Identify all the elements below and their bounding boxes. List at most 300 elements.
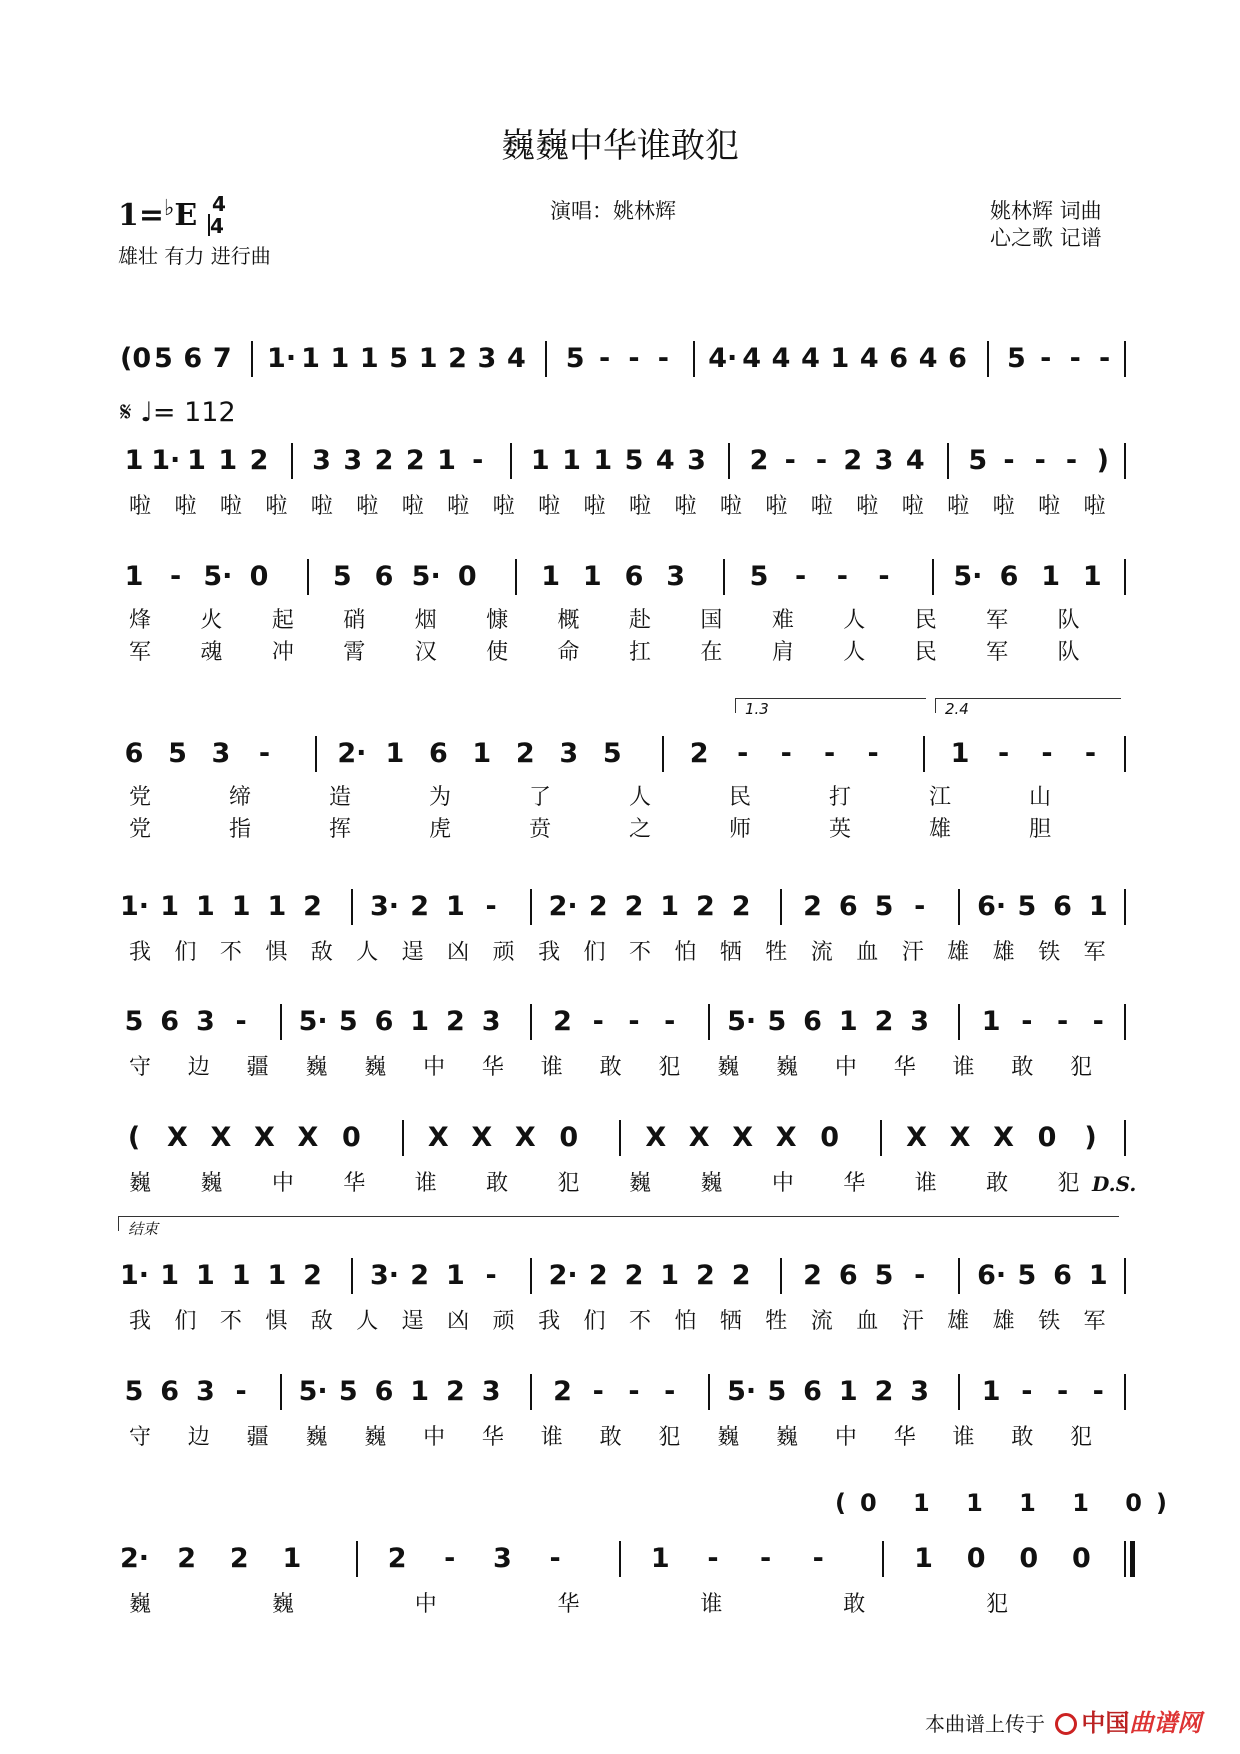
jianpu-note: 4	[771, 343, 791, 374]
bar-line	[530, 1004, 532, 1040]
lyric-char: 军	[1083, 1309, 1106, 1334]
bar-line	[923, 736, 925, 772]
jianpu-note: 3·	[370, 1260, 400, 1291]
jianpu-note: 6	[374, 1376, 394, 1407]
jianpu-note: 2	[689, 738, 709, 769]
jianpu-note: 5·	[411, 561, 441, 592]
jianpu-note: 2	[731, 891, 751, 922]
lyric-char: 们	[583, 1309, 606, 1334]
jianpu-note: 1	[231, 891, 251, 922]
bar-line	[728, 443, 730, 479]
lyric-verse2-char: 魂	[200, 640, 223, 665]
lyric-verse1-char: 了	[528, 785, 551, 810]
jianpu-note: 4	[859, 343, 879, 374]
site-name-cn: 中国	[1081, 1709, 1130, 1737]
jianpu-note: -	[444, 1543, 456, 1574]
jianpu-note: -	[1065, 445, 1078, 476]
jianpu-note: -	[592, 1376, 604, 1407]
jianpu-note: 0	[1037, 1122, 1057, 1153]
bar-line-end	[1124, 559, 1126, 595]
jianpu-note: -	[759, 1543, 772, 1574]
jianpu-note: -	[1034, 445, 1046, 476]
lyric-char: 啦	[628, 494, 651, 519]
lyric-verse2-char: 贲	[528, 817, 551, 842]
jianpu-note: 1	[301, 343, 320, 374]
lyric-char: 军	[1083, 940, 1106, 965]
lyric-verse1-char: 赴	[628, 608, 651, 633]
lyric-char: 啦	[447, 494, 470, 519]
lyric-verse2-char: 命	[557, 640, 580, 665]
jianpu-note: -	[1056, 1376, 1069, 1407]
lyric-char: 华	[843, 1171, 866, 1196]
bar-line	[958, 1258, 960, 1294]
jianpu-note: 2	[410, 891, 430, 922]
lyric-verse1-char: 党	[128, 785, 151, 810]
footer	[925, 1703, 1201, 1738]
lyric-verse1-char: 火	[200, 608, 223, 633]
jianpu-note: X	[210, 1122, 232, 1153]
jianpu-note: 6	[1053, 1260, 1072, 1291]
bar-line	[708, 1374, 710, 1410]
lyric-char: 犯	[658, 1425, 681, 1450]
lyric-char: 犯	[1070, 1425, 1093, 1450]
jianpu-note: 1	[124, 561, 144, 592]
jianpu-note: 2·	[120, 1543, 150, 1574]
lyric-char: 中	[771, 1171, 794, 1196]
lyric-char: 我	[538, 940, 561, 965]
jianpu-note: 0	[341, 1122, 361, 1153]
jianpu-note: 3	[343, 445, 363, 476]
bar-line	[958, 1004, 960, 1040]
bar-line	[662, 736, 664, 772]
jianpu-note: 1	[650, 1543, 670, 1574]
lyric-char: 华	[893, 1425, 916, 1450]
jianpu-note: 4	[905, 445, 925, 476]
jianpu-note: -	[784, 445, 796, 476]
lyric-char: 牲	[765, 1309, 788, 1334]
lyric-char: 犯	[986, 1592, 1009, 1617]
bar-line	[530, 1374, 532, 1410]
jianpu-note: -	[812, 1543, 824, 1574]
lyric-char: 流	[810, 940, 833, 965]
jianpu-note: 1	[187, 445, 206, 476]
jianpu-note: -	[824, 738, 836, 769]
jianpu-note: 2	[803, 1260, 822, 1291]
lyric-char: 顽	[492, 1309, 515, 1334]
jianpu-note: 3	[481, 1006, 501, 1037]
jianpu-note: 2	[387, 1543, 407, 1574]
lyric-verse2-char: 师	[728, 817, 751, 842]
jianpu-note: 2	[303, 891, 322, 922]
jianpu-note: X	[167, 1122, 188, 1153]
jianpu-note: -	[707, 1543, 719, 1574]
jianpu-note: -	[472, 445, 484, 476]
lyric-char: 华	[481, 1055, 504, 1080]
jianpu-note: 1	[838, 1376, 858, 1407]
jianpu-note: X	[775, 1122, 797, 1153]
lyric-char: 华	[893, 1055, 916, 1080]
lyric-verse2-char: 肩	[771, 640, 794, 665]
lyric-verse1-char: 山	[1028, 785, 1051, 810]
jianpu-note: 1	[660, 891, 680, 922]
lyric-char: 雄	[992, 1309, 1015, 1334]
jianpu-note: 1·	[151, 445, 181, 476]
bar-line	[932, 559, 934, 595]
jianpu-note: 5	[154, 343, 173, 374]
jianpu-note: -	[815, 445, 828, 476]
lyric-char: 啦	[492, 494, 515, 519]
lyric-verse2-char: 军	[128, 640, 151, 665]
lyric-char: 人	[356, 940, 379, 965]
jianpu-note: 0	[1071, 1543, 1091, 1574]
jianpu-note: (0	[120, 343, 152, 374]
jianpu-note: -	[549, 1543, 561, 1574]
lyric-char: 敢	[843, 1592, 866, 1617]
lyric-verse1-char: 硝	[343, 608, 366, 633]
lyric-char: 血	[856, 1309, 879, 1334]
jianpu-note: 5	[338, 1006, 358, 1037]
lyric-char: 我	[128, 940, 151, 965]
lyric-char: 我	[538, 1309, 561, 1334]
lyric-char: 啦	[719, 494, 742, 519]
jianpu-note: 4	[742, 343, 762, 374]
jianpu-note: 2	[177, 1543, 197, 1574]
bar-line	[515, 559, 517, 595]
jianpu-note: 2	[749, 445, 769, 476]
jianpu-note: 2	[696, 891, 715, 922]
segno-tempo-mark: 𝄋 ♩= 112	[120, 397, 236, 428]
jianpu-note: X	[732, 1122, 754, 1153]
jianpu-note: X	[427, 1122, 449, 1153]
lyric-char: 牲	[765, 940, 788, 965]
lyric-char: 啦	[538, 494, 561, 519]
jianpu-note: -	[1040, 343, 1052, 374]
lyric-char: 们	[174, 1309, 197, 1334]
jianpu-note: 1	[562, 445, 581, 476]
jianpu-note: 3·	[370, 891, 400, 922]
lyric-verse1-char: 民	[914, 608, 937, 633]
jianpu-note: 1	[593, 445, 613, 476]
jianpu-note: 2	[446, 1006, 465, 1037]
jianpu-note: 0	[249, 561, 269, 592]
lyric-char: 啦	[992, 494, 1015, 519]
lyric-verse1-char: 烟	[414, 608, 437, 633]
bar-line	[880, 1120, 882, 1156]
jianpu-note: 5·	[953, 561, 983, 592]
lyric-char: 啦	[310, 494, 333, 519]
lyric-char: 牺	[719, 1309, 742, 1334]
lyric-verse2-char: 挥	[328, 817, 351, 842]
jianpu-note: X	[297, 1122, 319, 1153]
jianpu-note: 3	[687, 445, 706, 476]
jianpu-note: 1	[282, 1543, 302, 1574]
lyric-char: 啦	[128, 494, 151, 519]
lyric-verse1-char: 人	[628, 785, 651, 810]
jianpu-note: 2	[874, 1006, 894, 1037]
lyric-char: 我	[128, 1309, 151, 1334]
lyric-char: 啦	[765, 494, 788, 519]
lyric-verse2-char: 虎	[428, 817, 451, 842]
lyric-char: 巍	[700, 1171, 723, 1196]
lyric-char: 血	[856, 940, 879, 965]
lyric-char: 巍	[776, 1055, 799, 1080]
lyric-verse1-char: 打	[828, 785, 851, 810]
lyric-char: 敢	[599, 1055, 622, 1080]
jianpu-note: 0	[966, 1543, 986, 1574]
jianpu-note: 2	[588, 1260, 608, 1291]
lyric-char: 逞	[401, 940, 424, 965]
bar-line-end	[1124, 1258, 1126, 1294]
jianpu-note: 1	[196, 1260, 215, 1291]
lyric-verse2-char: 冲	[271, 640, 294, 665]
bar-line	[280, 1004, 282, 1040]
lyric-char: 们	[174, 940, 197, 965]
jianpu-note: 1	[1082, 561, 1102, 592]
lyric-char: 谁	[540, 1425, 563, 1450]
bar-line	[708, 1004, 710, 1040]
jianpu-note: 6	[624, 561, 644, 592]
jianpu-note: 6	[160, 1376, 180, 1407]
jianpu-note: 1	[446, 1260, 465, 1291]
jianpu-note: 3	[910, 1006, 930, 1037]
jianpu-note: -	[1069, 343, 1081, 374]
bar-line	[315, 736, 317, 772]
jianpu-note: 1	[437, 445, 456, 476]
bar-line	[545, 341, 547, 377]
lyric-char: 犯	[1057, 1171, 1080, 1196]
bar-line	[693, 341, 695, 377]
lyric-char: 敢	[1011, 1055, 1034, 1080]
jianpu-note: -	[836, 561, 848, 592]
lyric-char: 敌	[310, 940, 333, 965]
lyric-verse2-char: 队	[1057, 640, 1080, 665]
lyric-verse1-char: 慷	[486, 608, 509, 633]
bar-line	[958, 1374, 960, 1410]
lyric-char: 啦	[674, 494, 697, 519]
lyric-char: 啦	[265, 494, 288, 519]
lyric-char: 啦	[901, 494, 924, 519]
jianpu-note: 5·	[727, 1006, 757, 1037]
lyric-char: 敢	[486, 1171, 509, 1196]
jianpu-note: 5·	[727, 1376, 757, 1407]
bar-line-end	[1124, 1541, 1126, 1577]
jianpu-note: 3	[559, 738, 579, 769]
lyric-char: 巍	[305, 1055, 328, 1080]
jianpu-note: 1	[410, 1006, 430, 1037]
bar-line-end	[1124, 736, 1126, 772]
jianpu-note: 6·	[977, 891, 1007, 922]
jianpu-note: -	[878, 561, 890, 592]
jianpu-note: 6	[374, 561, 394, 592]
jianpu-note: -	[914, 1260, 926, 1291]
lyric-char: 逞	[401, 1309, 424, 1334]
jianpu-note: 3	[312, 445, 331, 476]
jianpu-note: 5	[565, 343, 585, 374]
lyric-char: 敢	[599, 1425, 622, 1450]
lyric-verse1-char: 民	[728, 785, 751, 810]
lyric-char: 中	[834, 1425, 857, 1450]
jianpu-note: 2	[448, 343, 467, 374]
lyric-char: 犯	[557, 1171, 580, 1196]
lyric-char: 巍	[305, 1425, 328, 1450]
ending-label: 结束	[128, 1220, 159, 1238]
jianpu-note: 1	[660, 1260, 680, 1291]
jianpu-note: 6	[889, 343, 909, 374]
lyric-char: 牺	[719, 940, 742, 965]
jianpu-note: -	[664, 1376, 676, 1407]
jianpu-note: 1	[1041, 561, 1061, 592]
jianpu-note: 2·	[548, 1260, 578, 1291]
jianpu-note: 2	[553, 1006, 572, 1037]
jianpu-note: 5	[749, 561, 769, 592]
jianpu-note: 6	[1053, 891, 1072, 922]
jianpu-note: 2	[249, 445, 269, 476]
jianpu-note: 4	[655, 445, 675, 476]
jianpu-note: 1	[472, 738, 492, 769]
lyric-verse1-char: 江	[928, 785, 951, 810]
lyric-verse2-char: 扛	[628, 640, 651, 665]
lyric-char: 雄	[947, 940, 970, 965]
jianpu-note: 6	[803, 1376, 822, 1407]
jianpu-note: 1	[418, 343, 438, 374]
lyric-char: 啦	[856, 494, 879, 519]
jianpu-note: 5	[338, 1376, 358, 1407]
lyric-verse1-char: 造	[328, 785, 351, 810]
jianpu-note: X	[254, 1122, 275, 1153]
jianpu-note: (	[127, 1122, 141, 1153]
jianpu-note: 1	[330, 343, 350, 374]
jianpu-note: 2	[303, 1260, 322, 1291]
bar-line	[619, 1120, 621, 1156]
lyric-char: 华	[557, 1592, 580, 1617]
lyric-char: 华	[481, 1425, 504, 1450]
jianpu-note: -	[1056, 1006, 1069, 1037]
jianpu-note: )	[1084, 1122, 1097, 1153]
jianpu-note: -	[914, 891, 926, 922]
lyric-char: 雄	[947, 1309, 970, 1334]
jianpu-note: -	[1003, 445, 1015, 476]
bar-line	[780, 889, 782, 925]
jianpu-note: 6	[124, 738, 144, 769]
jianpu-note: 1	[830, 343, 850, 374]
lyric-verse1-char: 烽	[128, 608, 151, 633]
lyric-char: 不	[219, 940, 242, 965]
lyric-verse2-char: 军	[986, 640, 1009, 665]
lyric-char: 谁	[952, 1425, 975, 1450]
jianpu-note: -	[258, 738, 271, 769]
key-signature: 1=♭E	[118, 195, 198, 233]
lyric-verse2-char: 使	[486, 640, 509, 665]
jianpu-note: 6	[160, 1006, 180, 1037]
jianpu-note: 5	[767, 1376, 787, 1407]
lyric-char: 中	[414, 1592, 437, 1617]
bar-line	[251, 341, 253, 377]
lyric-char: 华	[343, 1171, 366, 1196]
jianpu-note: -	[664, 1006, 676, 1037]
lyric-char: 巍	[128, 1592, 151, 1617]
bar-line	[280, 1374, 282, 1410]
jianpu-note: 2	[553, 1376, 572, 1407]
lyric-char: 啦	[583, 494, 606, 519]
volta-bracket-1	[735, 698, 926, 713]
jianpu-note: 6	[948, 343, 967, 374]
singer-credit: 演唱：姚林辉	[550, 199, 676, 223]
jianpu-note: 3	[910, 1376, 930, 1407]
jianpu-note: 7	[212, 343, 232, 374]
jianpu-note: 2	[405, 445, 425, 476]
score-title: 巍巍中华谁敢犯	[501, 126, 739, 166]
jianpu-note: -	[170, 561, 182, 592]
jianpu-note: -	[628, 1006, 640, 1037]
jianpu-note: 2	[803, 891, 822, 922]
jianpu-note: 2	[624, 891, 644, 922]
lyric-char: 谁	[914, 1171, 937, 1196]
jianpu-note: 5	[874, 1260, 894, 1291]
lyric-char: 凶	[447, 1309, 470, 1334]
jianpu-note: 5	[1006, 343, 1026, 374]
lyric-char: 巍	[200, 1171, 223, 1196]
jianpu-note: 4·	[708, 343, 738, 374]
bar-line	[530, 1258, 532, 1294]
lyric-char: 犯	[1070, 1055, 1093, 1080]
lyric-verse1-char: 概	[557, 608, 580, 633]
lyric-char: 犯	[658, 1055, 681, 1080]
tempo-words: 雄壮 有力 进行曲	[118, 244, 271, 268]
jianpu-note: 1	[267, 891, 287, 922]
jianpu-note: 5·	[298, 1376, 328, 1407]
jianpu-note: -	[628, 1376, 640, 1407]
lyric-char: 汗	[901, 940, 924, 965]
jianpu-note: X	[906, 1122, 927, 1153]
jianpu-note: 2	[515, 738, 535, 769]
lyric-char: 巍	[717, 1425, 740, 1450]
jianpu-note: 2	[731, 1260, 751, 1291]
lyric-char: 守	[128, 1425, 151, 1450]
lyric-verse2-char: 在	[700, 640, 723, 665]
jianpu-note: 1	[446, 891, 465, 922]
jianpu-note: 6	[838, 1260, 858, 1291]
bar-line	[530, 889, 532, 925]
jianpu-note: 5	[124, 1006, 144, 1037]
jianpu-note: 3	[874, 445, 894, 476]
lyric-verse2-char: 英	[828, 817, 851, 842]
jianpu-note: -	[997, 738, 1010, 769]
lyric-char: 中	[271, 1171, 294, 1196]
lyric-char: 巍	[776, 1425, 799, 1450]
lyric-char: 敌	[310, 1309, 333, 1334]
jianpu-note: 1	[410, 1376, 430, 1407]
volta-bracket-2	[935, 698, 1121, 713]
lyric-verse2-char: 人	[843, 640, 866, 665]
jianpu-note: X	[645, 1122, 667, 1153]
jianpu-note: -	[592, 1006, 604, 1037]
jianpu-note: 5	[389, 343, 409, 374]
jianpu-note: 1	[582, 561, 602, 592]
time-signature: 4 4	[210, 192, 226, 238]
jianpu-note: X	[471, 1122, 493, 1153]
jianpu-note: 4	[918, 343, 938, 374]
upper-voice-notes: (0 1 1 1 1 0)	[835, 1489, 1181, 1517]
bar-line	[351, 889, 353, 925]
jianpu-note: 1	[981, 1006, 1001, 1037]
lyric-char: 谁	[540, 1055, 563, 1080]
bar-line	[882, 1541, 884, 1577]
jianpu-note: 5	[968, 445, 988, 476]
lyric-char: 啦	[947, 494, 970, 519]
lyric-char: 边	[187, 1425, 210, 1450]
lyric-char: 巍	[364, 1425, 387, 1450]
bar-line-end	[1124, 1004, 1126, 1040]
